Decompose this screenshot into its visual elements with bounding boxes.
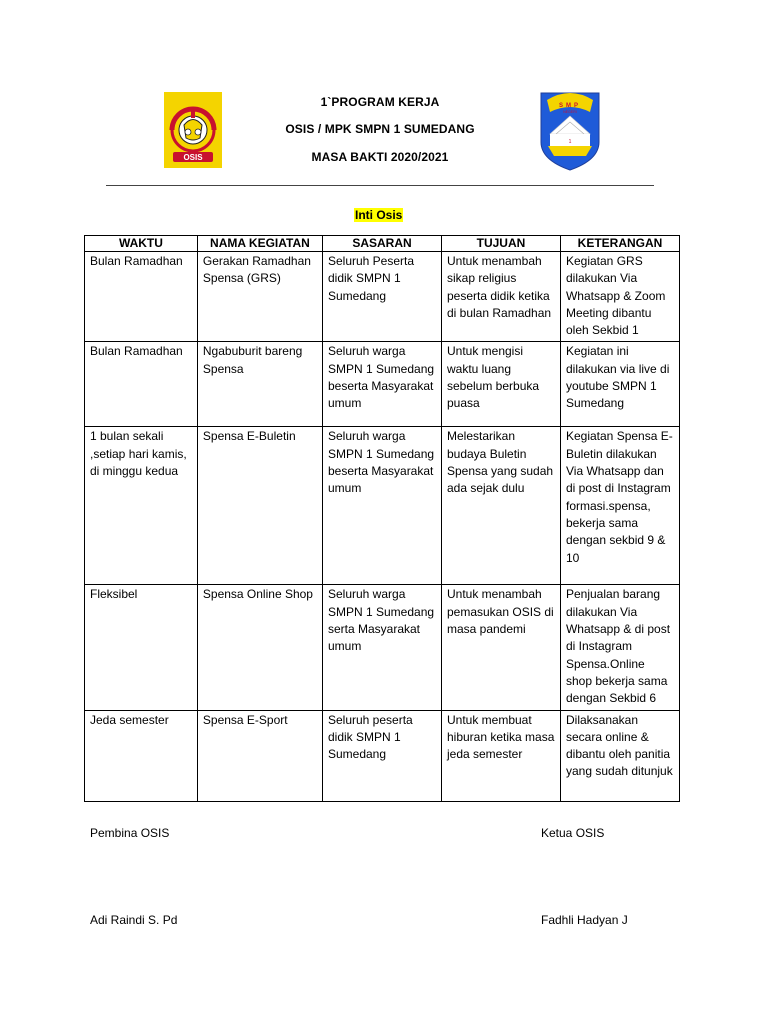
osis-logo [164,92,222,168]
table-cell: Penjualan barang dilakukan Via Whatsapp & di post di Instagram Spensa.Online shop bekerja sama dengan Sekbid 6 [560,585,679,710]
table-cell: Seluruh Peserta didik SMPN 1 Sumedang [322,252,441,342]
table-cell: Spensa Online Shop [197,585,322,710]
table-cell: Untuk mengisi waktu luang sebelum berbuka puasa [441,342,560,427]
table-cell: Kegiatan ini dilakukan via live di youtube SMPN 1 Sumedang [560,342,679,427]
signature-role-ketua: Ketua OSIS [541,826,605,840]
table-cell: Ngabuburit bareng Spensa [197,342,322,427]
table-cell: 1 bulan sekali ,setiap hari kamis, di minggu kedua [85,427,198,585]
table-cell: Untuk membuat hiburan ketika masa jeda semester [441,710,560,801]
svg-text:OSIS: OSIS [183,153,203,162]
table-row [85,342,680,427]
table-cell: Melestarikan budaya Buletin Spensa yang sudah ada sejak dulu [441,427,560,585]
table-cell: Fleksibel [85,585,198,710]
osis-emblem-icon [164,92,222,168]
table-cell: Kegiatan Spensa E-Buletin dilakukan Via Whatsapp dan di post di Instagram formasi.spensa, bekerja sama dengan sekbid 9 & 10 [560,427,679,585]
program-title: 1`PROGRAM KERJA [320,95,440,109]
period-title: MASA BAKTI 2020/2021 [311,150,449,164]
column-header-waktu: WAKTU [85,236,198,252]
table-cell: Dilaksanakan secara online & dibantu oleh panitia yang sudah ditunjuk [560,710,679,801]
svg-text:1: 1 [568,139,572,145]
table-cell: Seluruh warga SMPN 1 Sumedang serta Masyarakat umum [322,585,441,710]
column-header-keterangan: KETERANGAN [560,236,679,252]
table-header-row [85,236,680,252]
table-row [85,427,680,585]
table-cell: Gerakan Ramadhan Spensa (GRS) [197,252,322,342]
table-cell: Untuk menambah sikap religius peserta didik ketika di bulan Ramadhan [441,252,560,342]
signature-name-pembina: Adi Raindi S. Pd [90,913,178,927]
table-cell: Untuk menambah pemasukan OSIS di masa pandemi [441,585,560,710]
signature-name-ketua: Fadhli Hadyan J [541,913,628,927]
table-cell: Seluruh warga SMPN 1 Sumedang beserta Masyarakat umum [322,342,441,427]
table-row [85,585,680,710]
table-cell: Kegiatan GRS dilakukan Via Whatsapp & Zoom Meeting dibantu oleh Sekbid 1 [560,252,679,342]
table-row [85,252,680,342]
svg-text:SMP: SMP [558,103,582,109]
table-cell: Bulan Ramadhan [85,252,198,342]
column-header-nama-kegiatan: NAMA KEGIATAN [197,236,322,252]
table-cell: Seluruh warga SMPN 1 Sumedang beserta Masyarakat umum [322,427,441,585]
smp-school-emblem-icon [538,90,602,172]
smp-logo [538,90,602,172]
svg-text:NEGERI: NEGERI [563,110,577,114]
table-cell: Spensa E-Buletin [197,427,322,585]
program-table [84,235,680,802]
column-header-sasaran: SASARAN [322,236,441,252]
column-header-tujuan: TUJUAN [441,236,560,252]
table-row [85,710,680,801]
organization-title: OSIS / MPK SMPN 1 SUMEDANG [285,122,475,136]
section-title: Inti Osis [355,208,403,222]
table-cell: Jeda semester [85,710,198,801]
header-divider [106,185,654,186]
table-cell: Seluruh peserta didik SMPN 1 Sumedang [322,710,441,801]
signature-role-pembina: Pembina OSIS [90,826,170,840]
table-cell: Spensa E-Sport [197,710,322,801]
table-cell: Bulan Ramadhan [85,342,198,427]
